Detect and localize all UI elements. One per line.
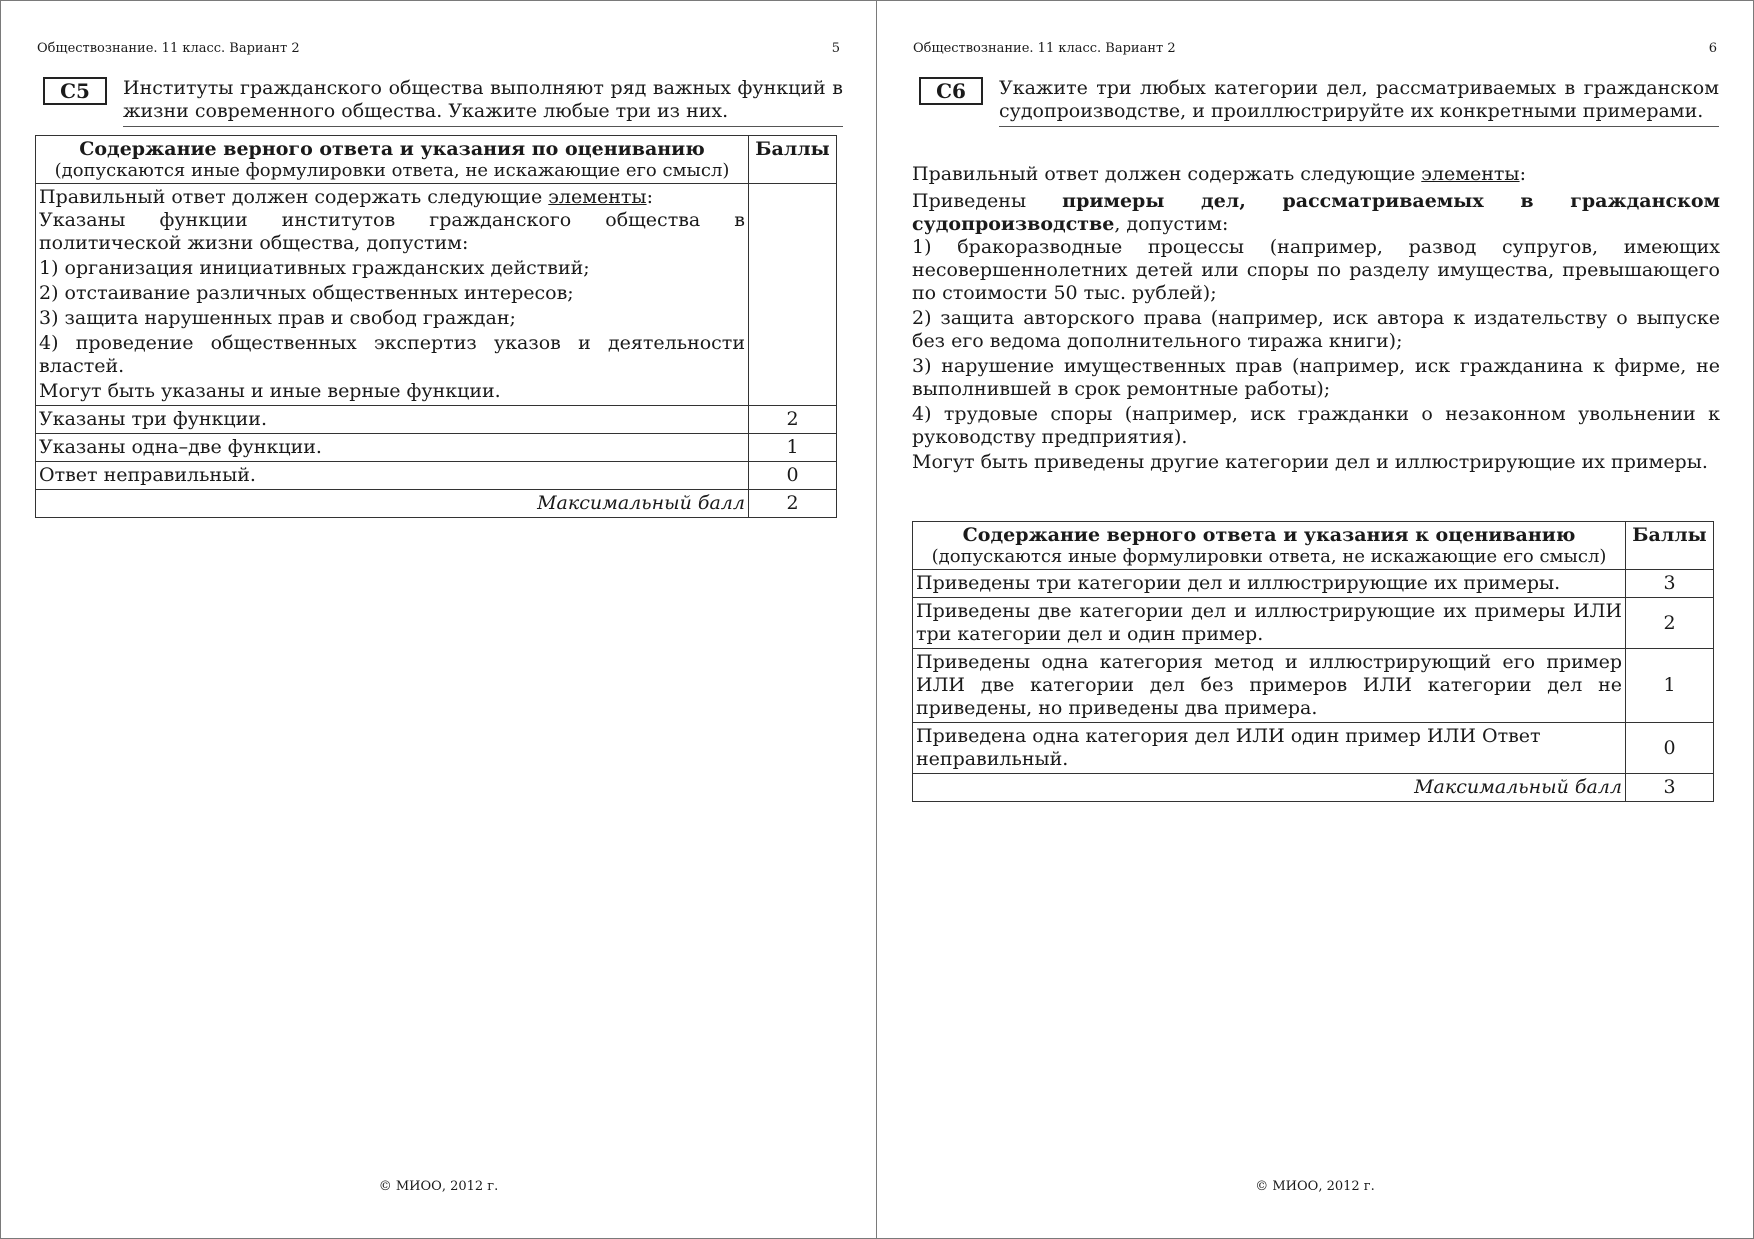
max-points: 2 — [749, 490, 837, 518]
answer-intro — [912, 163, 1720, 186]
content-intro-colon: : — [646, 186, 653, 208]
content-lead: Указаны функции институтов гражданского общества в политической жизни общества, допустим: — [39, 209, 745, 254]
row-points: 1 — [749, 434, 837, 462]
answer-outro: Могут быть приведены другие категории дел и иллюстрирующие их примеры. — [912, 451, 1708, 473]
task-code: С5 — [43, 77, 107, 105]
table-header-content — [36, 136, 749, 184]
answer-intro-text: Правильный ответ должен содержать следующие — [912, 163, 1422, 185]
answer-lead — [912, 190, 1720, 236]
table-header-row — [913, 522, 1714, 570]
task-code: С6 — [919, 77, 983, 105]
table-row — [913, 570, 1714, 598]
table-header-main: Содержание верного ответа и указания к оцениванию — [962, 524, 1576, 546]
answer-item: 1) бракоразводные процессы (например, развод супругов, имеющих несовершеннолетних детей или споры по разделу имущества, превышающего по стоимости 50 тыс. рублей); — [912, 236, 1720, 304]
page-header — [913, 41, 1717, 56]
answer-elements — [912, 163, 1720, 474]
row-points: 2 — [749, 406, 837, 434]
task-c6 — [919, 77, 1719, 127]
answer-intro-colon: : — [1519, 163, 1526, 185]
answer-item: 4) трудовые споры (например, иск гражданки о незаконном увольнении к руководству предприятия). — [912, 403, 1720, 448]
content-item: 4) проведение общественных экспертиз указов и деятельности властей. — [39, 332, 745, 377]
row-points: 0 — [749, 462, 837, 490]
row-criterion: Указаны три функции. — [36, 406, 749, 434]
content-intro-text: Правильный ответ должен содержать следующие — [39, 186, 549, 208]
max-label: Максимальный балл — [36, 490, 749, 518]
table-row — [913, 598, 1714, 649]
page-footer: © МИОО, 2012 г. — [378, 1179, 499, 1194]
page-left — [1, 1, 877, 1238]
table-max-row — [36, 490, 837, 518]
answer-lead-bold: примеры дел, рассматриваемых в гражданском судопроизводстве — [912, 190, 1720, 235]
table-row — [913, 649, 1714, 723]
table-header-row — [36, 136, 837, 184]
table-row — [36, 434, 837, 462]
row-criterion: Приведены одна категория метод и иллюстрирующий его пример ИЛИ две категории дел без примеров ИЛИ категории дел не приведены, но приведены два примера. — [913, 649, 1626, 723]
row-criterion: Ответ неправильный. — [36, 462, 749, 490]
table-max-row — [913, 774, 1714, 802]
table-header-points: Баллы — [749, 136, 837, 184]
header-title: Обществознание. 11 класс. Вариант 2 — [37, 41, 300, 56]
max-points: 3 — [1626, 774, 1714, 802]
task-question: Институты гражданского общества выполняют ряд важных функций в жизни современного общества. Укажите любые три из них. — [123, 77, 843, 127]
row-criterion: Указаны одна–две функции. — [36, 434, 749, 462]
content-item: 1) организация инициативных гражданских действий; — [39, 257, 590, 279]
page-number: 6 — [1708, 41, 1717, 56]
row-criterion: Приведены две категории дел и иллюстрирующие их примеры ИЛИ три категории дел и один пример. — [913, 598, 1626, 649]
table-row — [36, 406, 837, 434]
header-title: Обществознание. 11 класс. Вариант 2 — [913, 41, 1176, 56]
table-header-sub: (допускаются иные формулировки ответа, не искажающие его смысл) — [54, 160, 730, 181]
scoring-table — [912, 521, 1714, 802]
content-item: 2) отстаивание различных общественных интересов; — [39, 282, 574, 304]
task-c5 — [43, 77, 843, 127]
content-intro-link: элементы — [548, 186, 647, 208]
answer-item: 3) нарушение имущественных прав (например, иск гражданина к фирме, не выполнившей в срок ремонтные работы); — [912, 355, 1720, 400]
answer-lead-tail: , допустим: — [1114, 213, 1229, 235]
content-intro — [39, 186, 745, 209]
row-points: 3 — [1626, 570, 1714, 598]
row-criterion: Приведены три категории дел и иллюстрирующие их примеры. — [913, 570, 1626, 598]
page-footer: © МИОО, 2012 г. — [1255, 1179, 1375, 1194]
table-header-main: Содержание верного ответа и указания по оцениванию — [79, 138, 705, 160]
table-row — [36, 462, 837, 490]
table-content-row — [36, 184, 837, 406]
content-item: 3) защита нарушенных прав и свобод граждан; — [39, 307, 516, 329]
table-header-points: Баллы — [1626, 522, 1714, 570]
row-points: 2 — [1626, 598, 1714, 649]
table-header-sub: (допускаются иные формулировки ответа, не искажающие его смысл) — [931, 546, 1607, 567]
row-criterion: Приведена одна категория дел ИЛИ один пример ИЛИ Ответ неправильный. — [913, 723, 1626, 774]
row-points: 1 — [1626, 649, 1714, 723]
content-outro: Могут быть указаны и иные верные функции. — [39, 380, 501, 402]
answer-item: 2) защита авторского права (например, иск автора к издательству о выпуске без его ведома дополнительного тиража книги); — [912, 307, 1720, 352]
table-row — [913, 723, 1714, 774]
table-header-content — [913, 522, 1626, 570]
table-content-cell — [36, 184, 749, 406]
page-right — [877, 1, 1753, 1238]
row-points: 0 — [1626, 723, 1714, 774]
answer-lead-text: Приведены — [912, 190, 1063, 212]
page-number: 5 — [831, 41, 840, 56]
answer-intro-link: элементы — [1421, 163, 1520, 185]
max-label: Максимальный балл — [913, 774, 1626, 802]
content-points-empty — [749, 184, 837, 406]
scoring-table — [35, 135, 837, 518]
task-question: Укажите три любых категории дел, рассматриваемых в гражданском судопроизводстве, и проиллюстрируйте их конкретными примерами. — [999, 77, 1719, 127]
page-header — [37, 41, 840, 56]
